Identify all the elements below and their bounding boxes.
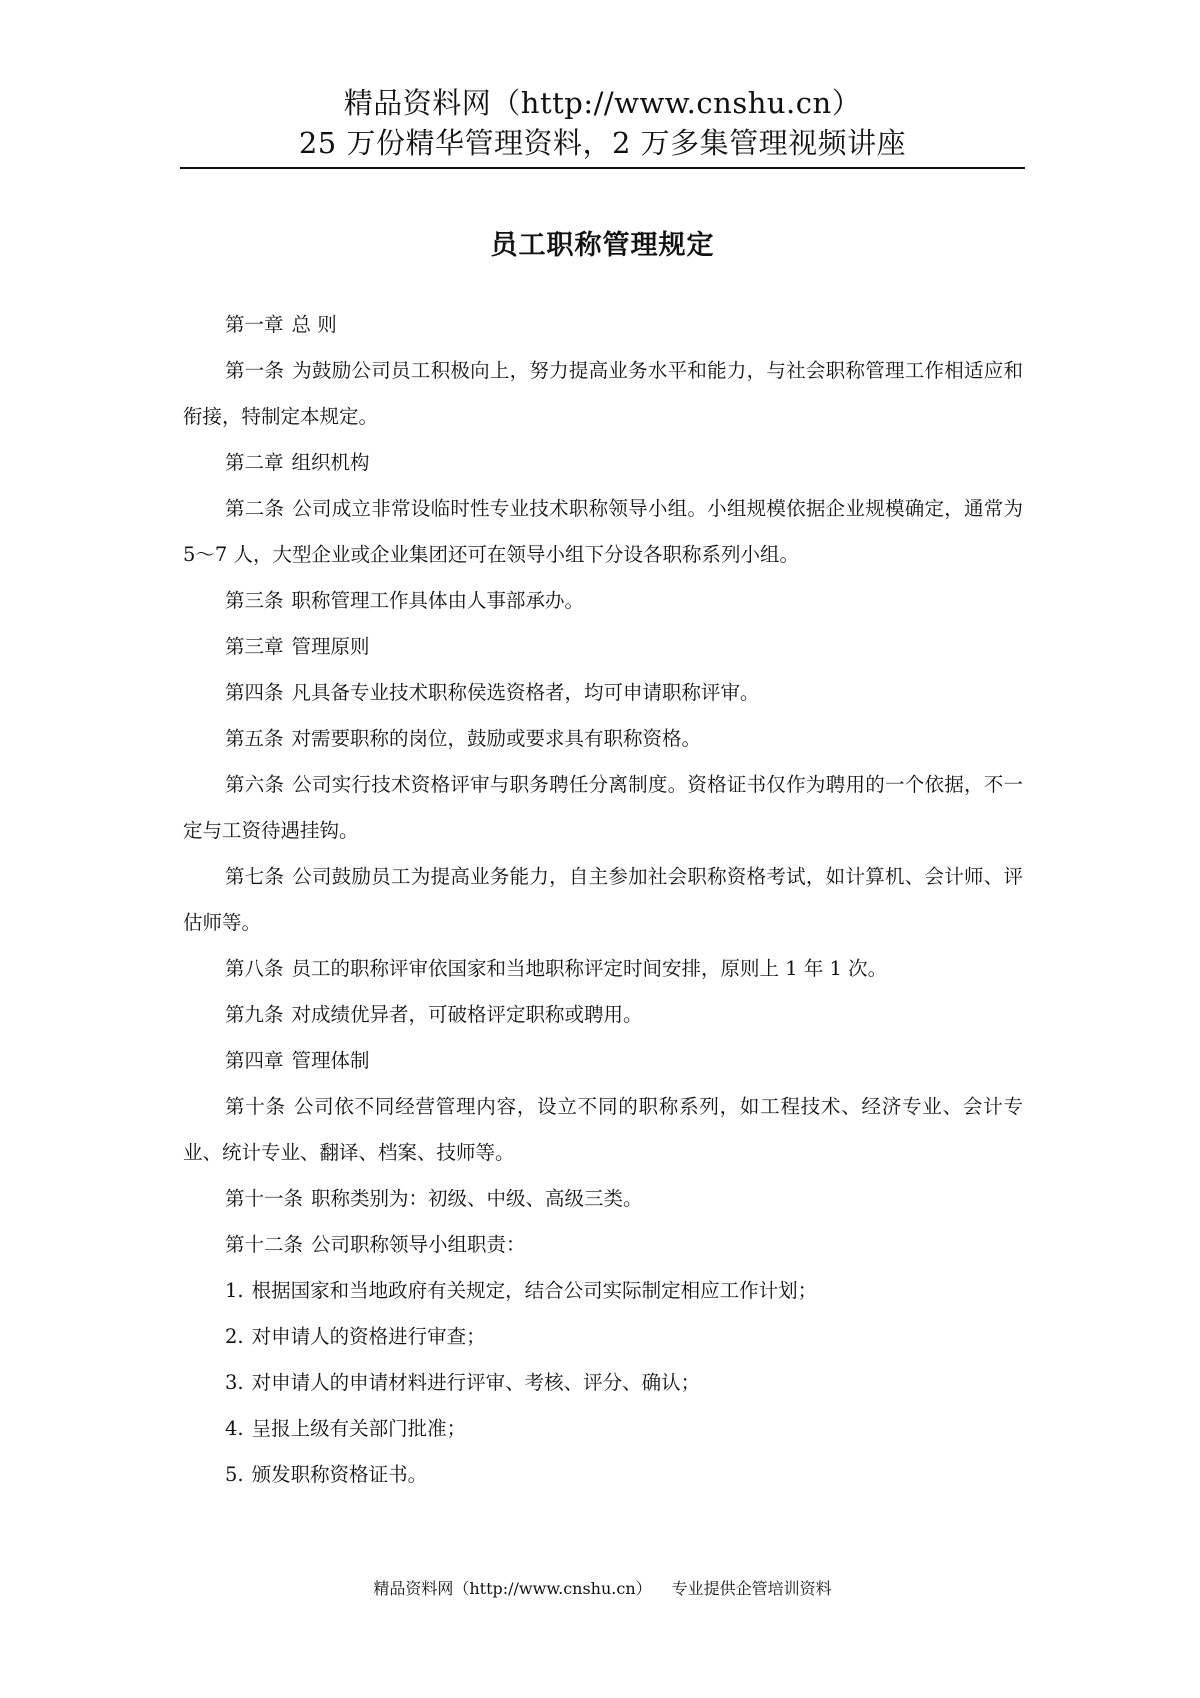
- document-title: 员工职称管理规定: [490, 230, 715, 261]
- paragraph-text: 公司依不同经营管理内容，设立不同的职称系列，如工程技术、经济专业、会计专业、统计专业、翻译、档案、技师等。: [183, 1095, 1023, 1164]
- paragraph-text: 职称管理工作具体由人事部承办。: [291, 589, 585, 612]
- article-paragraph: [183, 992, 1023, 1038]
- paragraph-label: 第二章: [225, 451, 284, 474]
- header-site-line: 精品资料网（http://www.cnshu.cn）: [343, 86, 862, 120]
- paragraph-label: 第七条: [225, 865, 285, 888]
- list-item: [183, 1314, 1023, 1360]
- list-item-number: 3.: [225, 1371, 244, 1394]
- paragraph-label: 第十一条: [225, 1187, 304, 1210]
- paragraph-text: 组织机构: [291, 451, 370, 474]
- header-divider: [180, 167, 1025, 169]
- list-item: [183, 1406, 1023, 1452]
- paragraph-label: 第二条: [225, 497, 285, 520]
- article-paragraph: [183, 670, 1023, 716]
- list-item-text: 对申请人的资格进行审查；: [251, 1325, 486, 1348]
- list-item-text: 呈报上级有关部门批准；: [251, 1417, 467, 1440]
- paragraph-label: 第三章: [225, 635, 284, 658]
- article-paragraph: [183, 716, 1023, 762]
- paragraph-label: 第九条: [225, 1003, 284, 1026]
- paragraph-text: 管理体制: [291, 1049, 370, 1072]
- article-paragraph: [183, 946, 1023, 992]
- chapter-heading: [183, 440, 1023, 486]
- footer-slogan: 专业提供企管培训资料: [671, 1579, 832, 1598]
- paragraph-label: 第六条: [225, 773, 285, 796]
- paragraph-text: 公司鼓励员工为提高业务能力，自主参加社会职称资格考试，如计算机、会计师、评估师等。: [183, 865, 1023, 934]
- paragraph-label: 第八条: [225, 957, 284, 980]
- article-paragraph: [183, 348, 1023, 440]
- list-item-number: 5.: [225, 1463, 244, 1486]
- chapter-heading: [183, 302, 1023, 348]
- page-header: [180, 84, 1025, 162]
- article-paragraph: [183, 578, 1023, 624]
- paragraph-text: 为鼓励公司员工积极向上，努力提高业务水平和能力，与社会职称管理工作相适应和衔接，特制定本规定。: [183, 359, 1023, 428]
- paragraph-text: 凡具备专业技术职称侯选资格者，均可申请职称评审。: [291, 681, 760, 704]
- list-item-number: 1.: [225, 1279, 244, 1302]
- paragraph-text: 总 则: [291, 313, 337, 336]
- header-tagline: 25 万份精华管理资料，2 万多集管理视频讲座: [298, 126, 907, 160]
- list-item-number: 4.: [225, 1417, 244, 1440]
- list-item-text: 对申请人的申请材料进行评审、考核、评分、确认；: [251, 1371, 701, 1394]
- list-item: [183, 1360, 1023, 1406]
- list-item-text: 颁发职称资格证书。: [251, 1463, 428, 1486]
- paragraph-label: 第十条: [225, 1095, 286, 1118]
- article-paragraph: [183, 1084, 1023, 1176]
- paragraph-text: 职称类别为：初级、中级、高级三类。: [311, 1187, 643, 1210]
- article-paragraph: [183, 854, 1023, 946]
- footer-site: 精品资料网（http://www.cnshu.cn）: [373, 1579, 652, 1598]
- list-item-text: 根据国家和当地政府有关规定，结合公司实际制定相应工作计划；: [251, 1279, 818, 1302]
- page-footer: [180, 1577, 1025, 1601]
- article-paragraph: [183, 1176, 1023, 1222]
- paragraph-text: 对需要职称的岗位，鼓励或要求具有职称资格。: [291, 727, 702, 750]
- document-body: [183, 302, 1023, 1498]
- paragraph-label: 第四条: [225, 681, 284, 704]
- paragraph-label: 第三条: [225, 589, 284, 612]
- paragraph-label: 第一条: [225, 359, 285, 382]
- article-paragraph: [183, 1222, 1023, 1268]
- paragraph-text: 公司成立非常设临时性专业技术职称领导小组。小组规模依据企业规模确定，通常为 5～7 人，大型企业或企业集团还可在领导小组下分设各职称系列小组。: [183, 497, 1023, 566]
- paragraph-text: 管理原则: [291, 635, 370, 658]
- paragraph-text: 公司实行技术资格评审与职务聘任分离制度。资格证书仅作为聘用的一个依据，不一定与工资待遇挂钩。: [183, 773, 1023, 842]
- paragraph-text: 公司职称领导小组职责：: [311, 1233, 526, 1256]
- paragraph-label: 第一章: [225, 313, 284, 336]
- list-item-number: 2.: [225, 1325, 244, 1348]
- paragraph-label: 第五条: [225, 727, 284, 750]
- paragraph-text: 对成绩优异者，可破格评定职称或聘用。: [291, 1003, 643, 1026]
- paragraph-text: 员工的职称评审依国家和当地职称评定时间安排，原则上 1 年 1 次。: [291, 957, 888, 980]
- list-item: [183, 1268, 1023, 1314]
- list-item: [183, 1452, 1023, 1498]
- paragraph-label: 第四章: [225, 1049, 284, 1072]
- chapter-heading: [183, 624, 1023, 670]
- chapter-heading: [183, 1038, 1023, 1084]
- article-paragraph: [183, 486, 1023, 578]
- paragraph-label: 第十二条: [225, 1233, 304, 1256]
- article-paragraph: [183, 762, 1023, 854]
